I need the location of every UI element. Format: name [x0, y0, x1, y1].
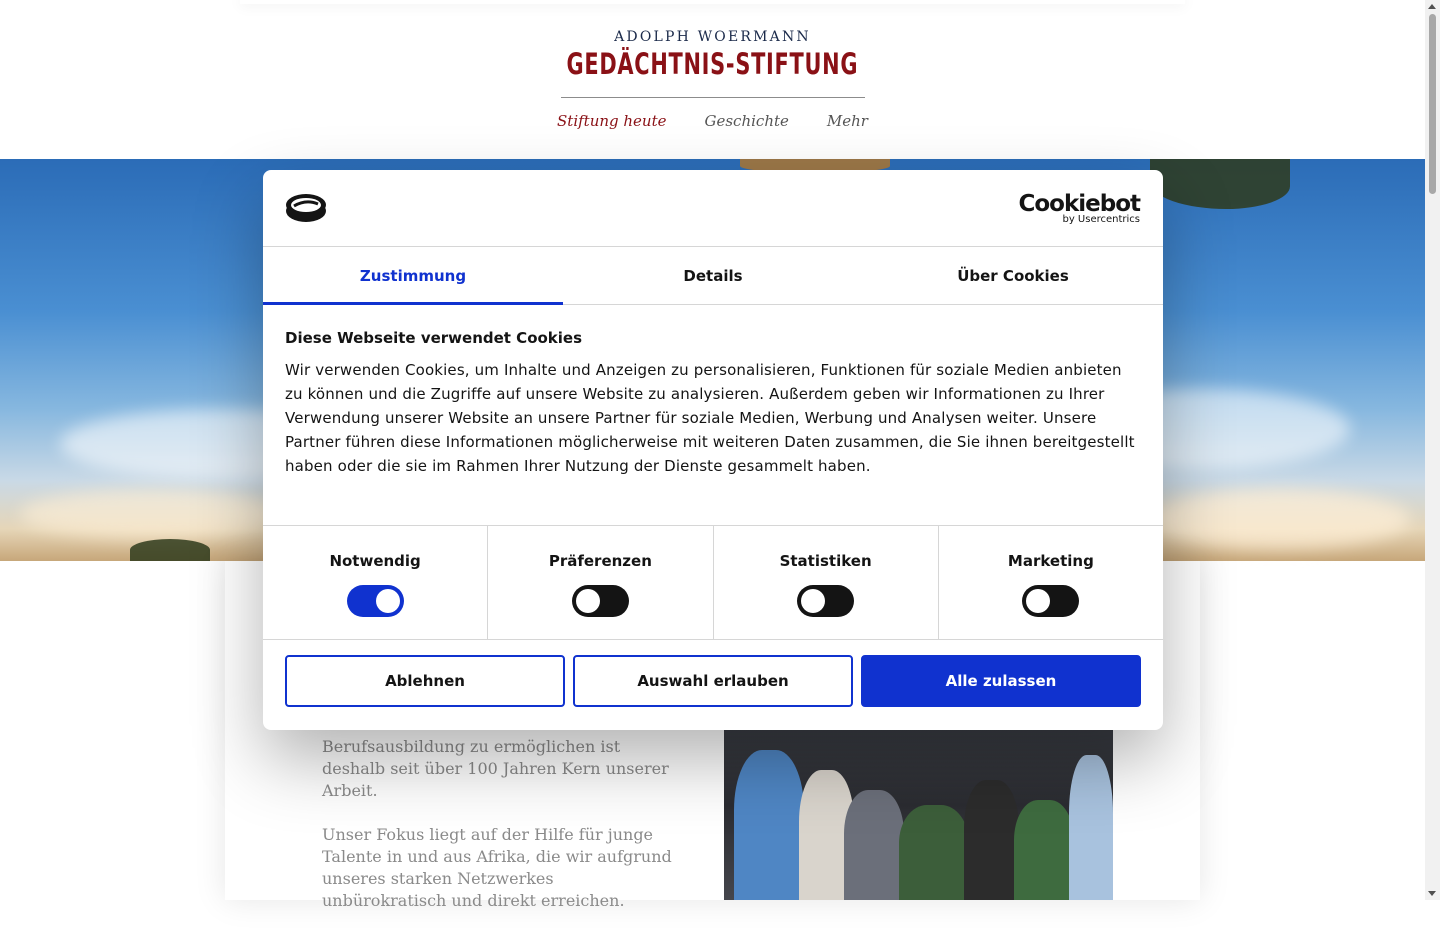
header-shadow — [240, 0, 1185, 4]
dialog-description: Wir verwenden Cookies, um Inhalte und Anzeigen zu personalisieren, Funktionen für soziale Medien anbieten zu können und die Zugriffe auf unsere Website zu analysieren. Außerdem geben wir Informationen zu Ihrer Verwendung unserer Website an unsere Partner für soziale Medien, Werbung und Analysen weiter. Unsere Partner führen diese Informationen möglicherweise mit weiteren Daten zusammen, die Sie ihnen bereitgestellt haben oder die sie im Rahmen Ihrer Nutzung der Dienste gesammelt haben. — [285, 361, 1135, 475]
tree-silhouette-small — [130, 539, 210, 561]
toggle-label: Marketing — [1007, 552, 1094, 570]
toggle-label: Notwendig — [329, 552, 421, 570]
content-paragraph: Berufsausbildung zu ermöglichen ist deshalb seit über 100 Jahren Kern unserer Arbeit. — [322, 737, 669, 800]
content-paragraph: Unser Fokus liegt auf der Hilfe für junge Talente in und aus Afrika, die wir aufgrund unseres starken Netzwerkes unbürokratisch und direkt erreichen. — [322, 825, 672, 910]
allow-selection-button[interactable]: Auswahl erlauben — [573, 655, 853, 707]
toggle-label: Statistiken — [779, 552, 872, 570]
toggle-statistiken[interactable] — [797, 585, 854, 617]
scroll-up-icon[interactable] — [1428, 4, 1436, 9]
tab-zustimmung[interactable]: Zustimmung — [263, 247, 563, 304]
main-nav — [0, 112, 1425, 130]
brand-divider — [561, 97, 865, 98]
scroll-thumb[interactable] — [1429, 14, 1436, 194]
scrollbar[interactable] — [1425, 0, 1440, 900]
allow-all-button[interactable]: Alle zulassen — [861, 655, 1141, 707]
toggle-notwendig[interactable] — [347, 585, 404, 617]
toggle-group-notwendig — [263, 526, 488, 639]
dialog-heading: Diese Webseite verwendet Cookies — [285, 329, 583, 347]
nav-item-geschichte[interactable]: Geschichte — [704, 112, 789, 130]
toggle-knob — [1026, 589, 1050, 613]
cookie-consent-dialog — [263, 170, 1163, 730]
decline-button[interactable]: Ablehnen — [285, 655, 565, 707]
scroll-down-icon[interactable] — [1428, 891, 1436, 896]
toggle-label: Präferenzen — [548, 552, 652, 570]
brand-title[interactable]: GEDÄCHTNIS-STIFTUNG — [566, 47, 859, 81]
toggle-knob — [576, 589, 600, 613]
toggle-praeferenzen[interactable] — [572, 585, 629, 617]
dialog-buttons — [285, 655, 1141, 707]
toggle-group-praeferenzen — [488, 526, 713, 639]
cookiebot-byline: by Usercentrics — [1062, 214, 1140, 225]
cookie-logo-icon — [285, 192, 327, 224]
content-text — [322, 736, 682, 934]
toggle-group-statistiken — [714, 526, 939, 639]
toggle-knob — [801, 589, 825, 613]
nav-item-mehr[interactable]: Mehr — [826, 112, 868, 130]
dialog-header — [263, 170, 1163, 247]
tree-silhouette — [1150, 159, 1290, 209]
cookiebot-name: Cookiebot — [1018, 191, 1140, 217]
toggle-knob — [376, 589, 400, 613]
nav-item-stiftung-heute[interactable]: Stiftung heute — [557, 112, 667, 130]
brand-subtitle: ADOLPH WOERMANN — [614, 29, 811, 45]
dialog-body — [285, 326, 1141, 478]
site-header — [0, 0, 1425, 159]
tab-ueber-cookies[interactable]: Über Cookies — [957, 266, 1069, 285]
consent-toggles — [263, 525, 1163, 640]
toggle-group-marketing — [939, 526, 1163, 639]
cookiebot-brand[interactable] — [1018, 192, 1140, 225]
dialog-tabs — [263, 247, 1163, 305]
tab-details[interactable]: Details — [683, 266, 743, 285]
group-photo — [724, 728, 1113, 900]
toggle-marketing[interactable] — [1022, 585, 1079, 617]
